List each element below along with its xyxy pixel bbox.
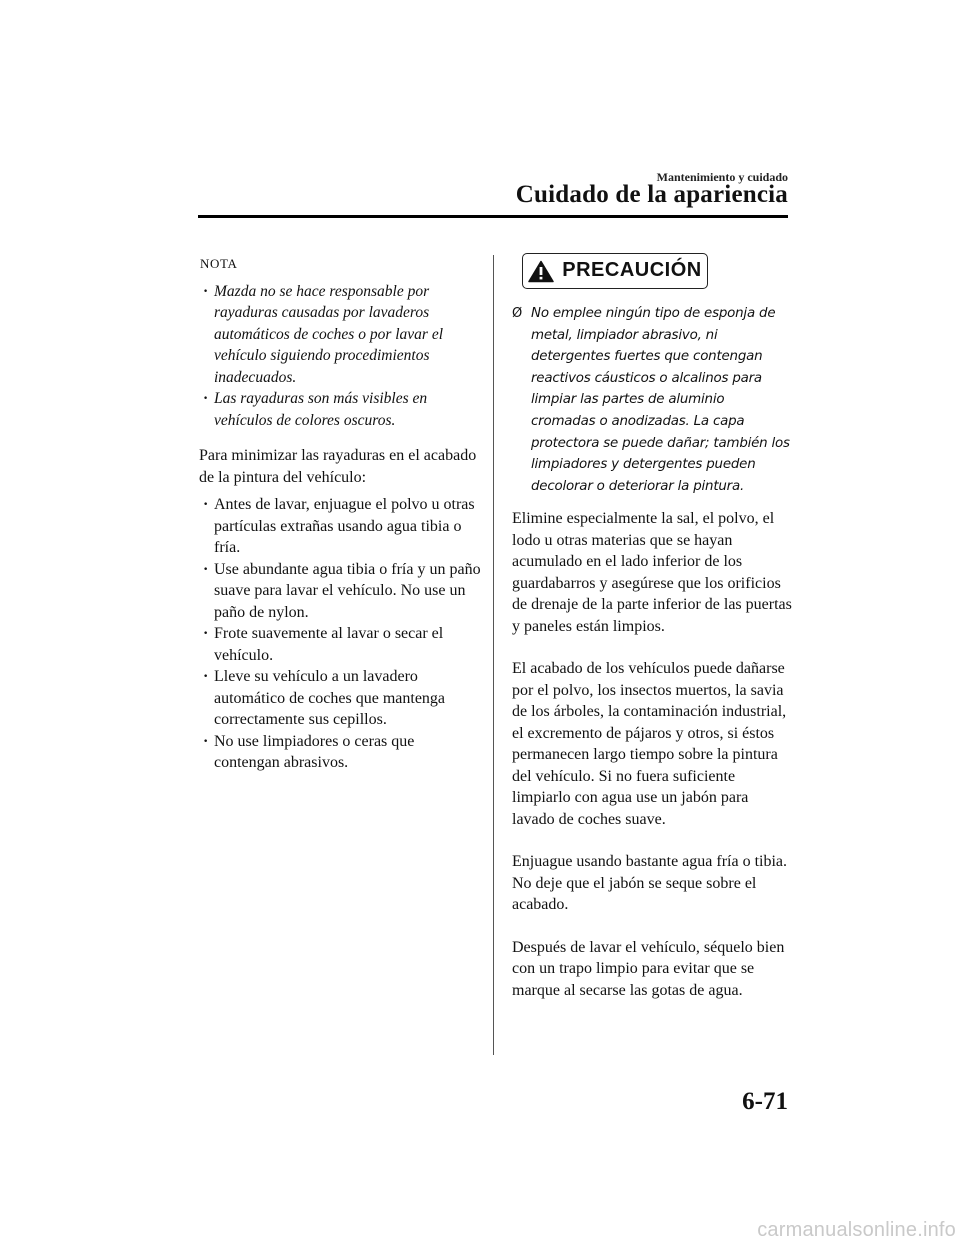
body-paragraph: El acabado de los vehículos puede dañarse por el polvo, los insectos muertos, la savia de los árboles, la contaminación industrial, el excremento de pájaros y otros, si éstos permanecen largo tiempo sobre la pintura del vehículo. Si no fuera suficiente limpiarlo con agua use un jabón para lavado de coches suave. [512, 660, 787, 828]
nota-label: NOTA [200, 256, 238, 271]
warning-triangle-icon [528, 260, 554, 283]
caution-text [512, 303, 792, 497]
tip-item: · Antes de lavar, enjuague el polvo u otras partículas extrañas usando agua tibia o fría. [201, 494, 481, 559]
body-paragraph: Enjuague usando bastante agua fría o tibia. No deje que el jabón se seque sobre el acabado. [512, 853, 788, 914]
page-number: 6-71 [742, 1088, 788, 1115]
header-title: Cuidado de la apariencia [515, 181, 788, 208]
nota-item: · Las rayaduras son más visibles en vehículos de colores oscuros. [201, 388, 481, 431]
nota-item: · Mazda no se hace responsable por rayaduras causadas por lavaderos automáticos de coches o por lavar el vehículo siguiendo procedimientos inadecuados. [201, 281, 481, 389]
left-column [199, 253, 481, 774]
caution-arrow: Ø [512, 306, 523, 321]
caution-label: PRECAUCIÓN [562, 259, 702, 282]
body-paragraph: Elimine especialmente la sal, el polvo, el lodo u otras materias que se hayan acumulado en el lado inferior de los guardabarros y asegúrese que los orificios de drenaje de la parte inferior de las puertas y paneles están limpios. [512, 510, 792, 635]
nota-list [199, 281, 481, 432]
tip-item: · Use abundante agua tibia o fría y un paño suave para lavar el vehículo. No use un paño de nylon. [201, 559, 481, 624]
caution-box [522, 253, 708, 289]
column-divider [493, 255, 494, 1055]
intro-paragraph: Para minimizar las rayaduras en el acabado de la pintura del vehículo: [199, 447, 477, 486]
header-rule [198, 215, 788, 218]
watermark: carmanualsonline.info [757, 1219, 956, 1241]
tips-list [199, 494, 481, 774]
header-section: Mantenimiento y cuidado [656, 170, 788, 184]
right-column [512, 253, 792, 1001]
caution-body: No emplee ningún tipo de esponja de metal, limpiador abrasivo, ni detergentes fuertes que contengan reactivos cáusticos o alcalinos para limpiar las partes de aluminio cromadas o anodizadas. La capa protectora se puede dañar; también los limpiadores y detergentes pueden decolorar o deteriorar la pintura. [531, 306, 790, 494]
tip-item: · No use limpiadores o ceras que contengan abrasivos. [201, 731, 481, 774]
tip-item: · Lleve su vehículo a un lavadero automático de coches que mantenga correctamente sus cepillos. [201, 666, 481, 731]
body-paragraph: Después de lavar el vehículo, séquelo bien con un trapo limpio para evitar que se marque al secarse las gotas de agua. [512, 938, 785, 999]
tip-item: · Frote suavemente al lavar o secar el vehículo. [201, 623, 481, 666]
